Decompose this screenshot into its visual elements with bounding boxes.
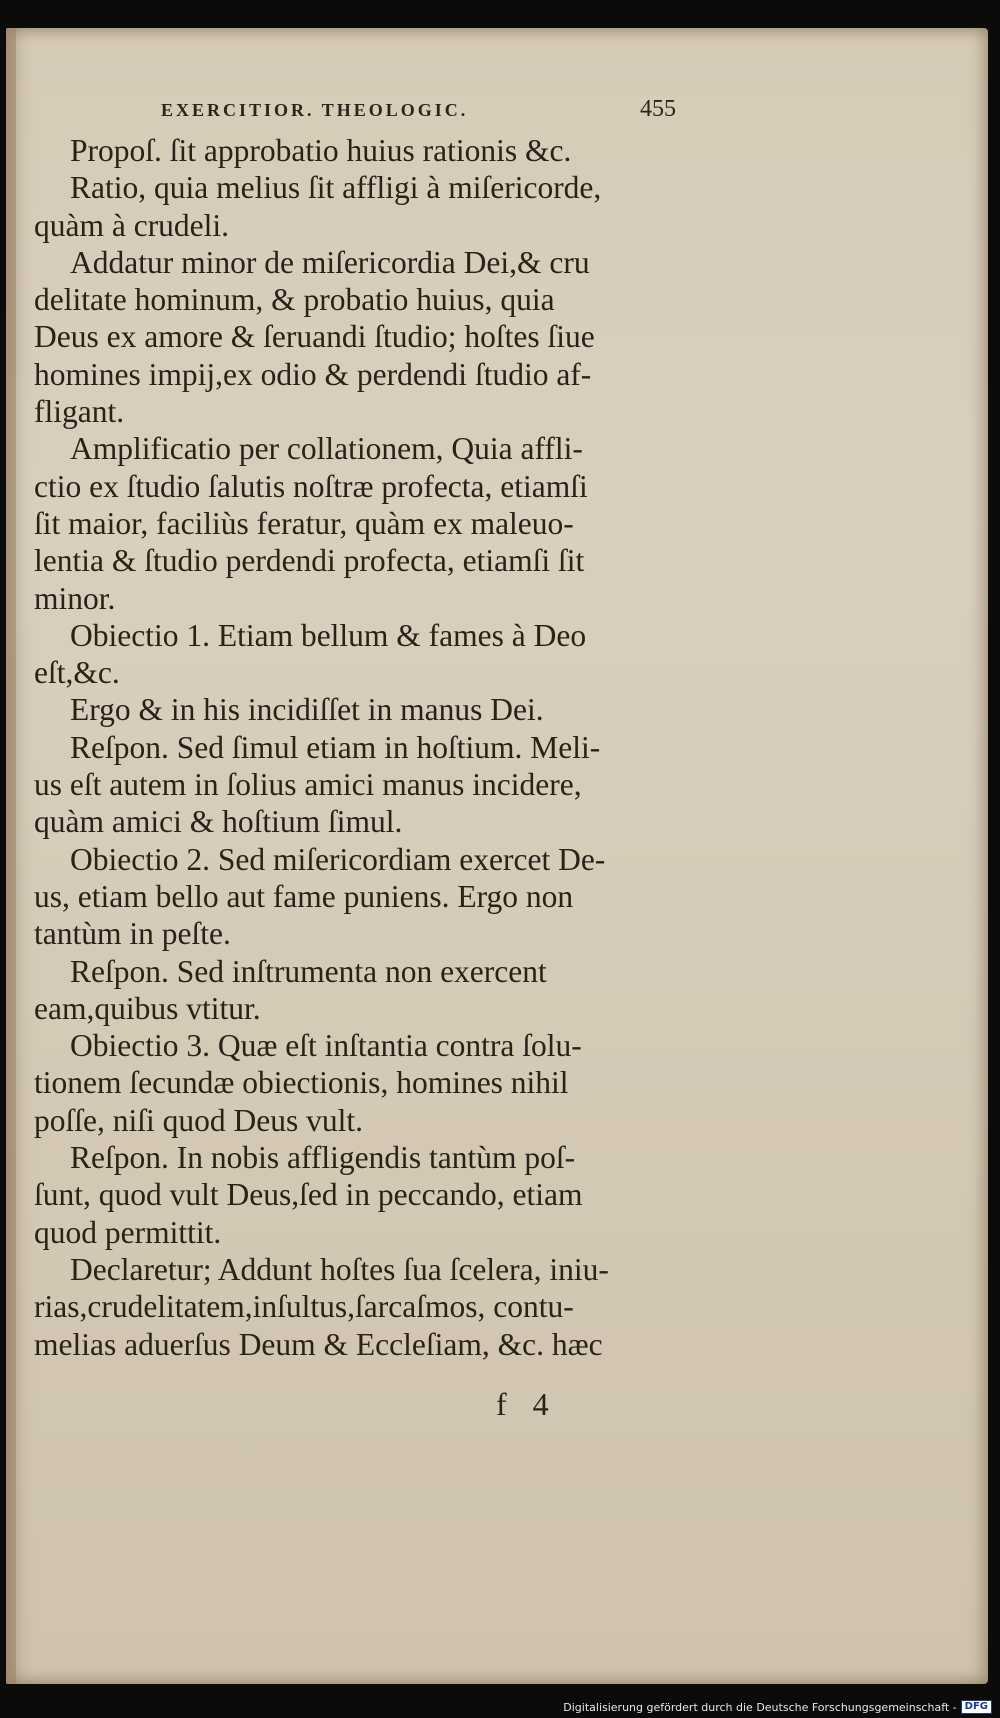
text-line: Obiectio 3. Quæ eſt inſtantia contra ſolu- [70, 1028, 582, 1064]
text-line: tantùm in peſte. [34, 916, 231, 952]
text-line: Reſpon. Sed ſimul etiam in hoſtium. Meli- [70, 729, 601, 765]
footer-credit: Digitalisierung gefördert durch die Deutsche Forschungsgemeinschaft - [563, 1700, 957, 1714]
text-line: minor. [34, 580, 116, 616]
text-line: quod permittit. [34, 1214, 222, 1250]
text-line: tionem ſecundæ obiectionis, homines nihil [34, 1065, 569, 1101]
text-line: us eſt autem in ſolius amici manus incidere, [34, 767, 582, 803]
text-line: fligant. [34, 394, 125, 430]
digitization-footer [563, 1700, 992, 1714]
text-line: Amplificatio per collationem, Quia affli- [70, 431, 583, 467]
running-head: EXERCITIOR. THEOLOGIC. [161, 100, 469, 120]
text-line: quàm amici & hoſtium ſimul. [34, 804, 403, 840]
text-line: Declaretur; Addunt hoſtes ſua ſcelera, iniu- [70, 1251, 609, 1287]
text-line: rias,crudelitatem,inſultus,ſarcaſmos, contu- [34, 1289, 574, 1325]
page-number: 455 [640, 96, 676, 122]
text-line: Deus ex amore & ſeruandi ſtudio; hoſtes ſiue [34, 319, 595, 355]
text-line: eam,quibus vtitur. [34, 990, 261, 1026]
text-line: lentia & ſtudio perdendi profecta, etiamſi ſit [34, 543, 585, 579]
text-line: us, etiam bello aut fame puniens. Ergo non [34, 878, 574, 914]
text-line: ctio ex ſtudio ſalutis noſtræ profecta, etiamſi [34, 468, 588, 504]
text-line: Propoſ. ſit approbatio huius rationis &c. [70, 133, 572, 168]
dfg-logo-icon: DFG [961, 1700, 992, 1714]
text-line: Ergo & in his incidiſſet in manus Dei. [70, 692, 544, 728]
text-line: delitate hominum, & probatio huius, quia [34, 282, 555, 318]
text-line: quàm à crudeli. [34, 207, 230, 243]
body-text [34, 132, 694, 1363]
text-line: eſt,&c. [34, 655, 120, 691]
book-page [6, 28, 988, 1684]
text-line: ſunt, quod vult Deus,ſed in peccando, etiam [34, 1177, 583, 1213]
text-line: Ratio, quia melius ſit affligi à miſericorde, [70, 170, 602, 206]
text-line: Obiectio 1. Etiam bellum & fames à Deo [70, 617, 587, 653]
text-line: melias aduerſus Deum & Eccleſiam, &c. hæc [34, 1326, 603, 1362]
text-line: poſſe, niſi quod Deus vult. [34, 1102, 363, 1138]
text-line: ſit maior, faciliùs feratur, quàm ex maleuo- [34, 505, 574, 541]
text-line: Addatur minor de miſericordia Dei,& cru [70, 244, 590, 280]
text-line: Reſpon. In nobis affligendis tantùm poſ- [70, 1140, 576, 1176]
text-line: Reſpon. Sed inſtrumenta non exercent [70, 953, 547, 989]
text-line: homines impij,ex odio & perdendi ſtudio af- [34, 356, 592, 392]
text-line: Obiectio 2. Sed miſericordiam exercet De- [70, 841, 606, 877]
signature-mark: f 4 [496, 1386, 549, 1422]
